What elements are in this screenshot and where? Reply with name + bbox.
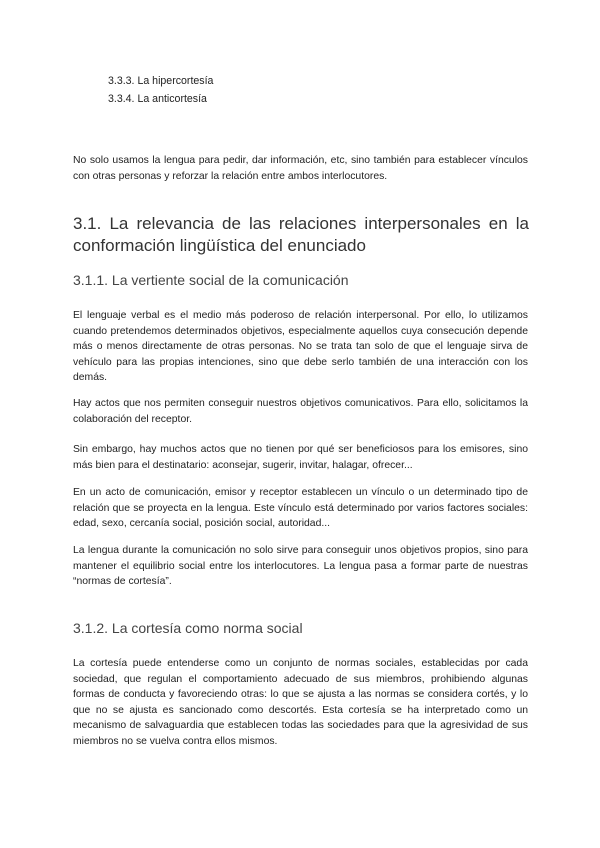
section-3-1-1-heading: 3.1.1. La vertiente social de la comunicación xyxy=(73,272,349,288)
paragraph-equilibrio-social: La lengua durante la comunicación no solo sirve para conseguir unos objetivos propios, sino para mantener el equilibrio social entre los interlocutores. La lengua pasa a formar parte de nuestras “normas de cortesía”. xyxy=(73,545,528,587)
paragraph-actos-destinatario: Sin embargo, hay muchos actos que no tienen por qué ser beneficiosos para los emisores, sino más bien para el destinatario: aconsejar, sugerir, invitar, halagar, ofrecer... xyxy=(73,444,528,471)
toc-item-3-3-4: 3.3.4. La anticortesía xyxy=(108,93,207,105)
paragraph-actos-objetivos: Hay actos que nos permiten conseguir nuestros objetivos comunicativos. Para ello, solicitamos la colaboración del receptor. xyxy=(73,398,528,425)
paragraph-lenguaje-verbal: El lenguaje verbal es el medio más poderoso de relación interpersonal. Por ello, lo utilizamos cuando pretendemos determinados objetivos, especialmente aquellos cuya consecución depende más o menos directamente de otras personas. No se trata tan solo de que el lenguaje sirva de vehículo para las propias intenciones, sino que debe serlo también de una interacción con los demás. xyxy=(73,310,528,383)
section-3-1-heading: 3.1. La relevancia de las relaciones interpersonales en la conformación lingüística del enunciado xyxy=(73,214,529,255)
section-3-1-2-heading: 3.1.2. La cortesía como norma social xyxy=(73,620,303,636)
intro-paragraph: No solo usamos la lengua para pedir, dar información, etc, sino también para establecer vínculos con otras personas y reforzar la relación entre ambos interlocutores. xyxy=(73,155,528,182)
toc-item-3-3-3: 3.3.3. La hipercortesía xyxy=(108,75,214,87)
paragraph-cortesia-norma: La cortesía puede entenderse como un conjunto de normas sociales, establecidas por cada sociedad, que regulan el comportamiento adecuado de sus miembros, prohibiendo algunas formas de conducta y favoreciendo otras: lo que se ajusta a las normas se considera cortés, y lo que no se ajusta es sancionado como descortés. Esta cortesía se ha interpretado como un mecanismo de salvaguardia que establecen todas las sociedades para que la agresividad de sus miembros no se vuelva contra ellos mismos. xyxy=(73,658,528,747)
paragraph-vinculo: En un acto de comunicación, emisor y receptor establecen un vínculo o un determinado tipo de relación que se proyecta en la lengua. Este vínculo está determinado por varios factores sociales: edad, sexo, cercanía social, posición social, autoridad... xyxy=(73,487,528,529)
